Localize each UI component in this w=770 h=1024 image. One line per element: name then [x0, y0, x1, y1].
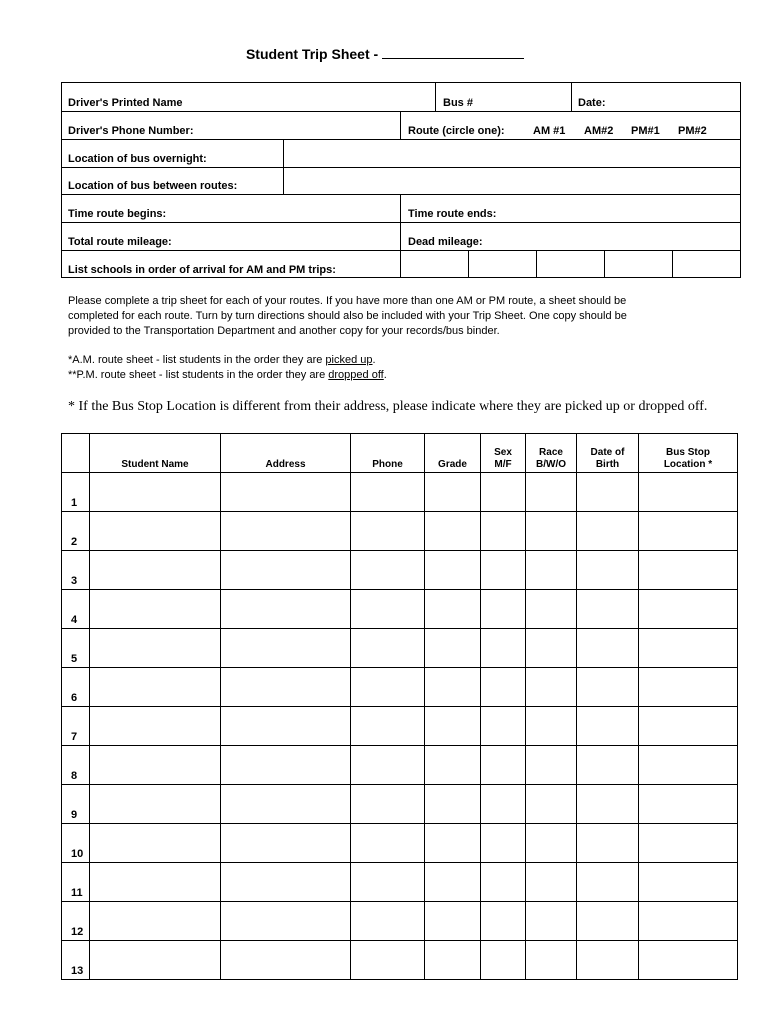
- column-header: Sex M/F: [481, 434, 526, 473]
- table-cell[interactable]: [425, 941, 481, 980]
- table-cell[interactable]: [90, 863, 221, 902]
- table-cell[interactable]: [425, 863, 481, 902]
- table-cell[interactable]: [481, 590, 526, 629]
- table-row: [62, 668, 738, 707]
- row-divider: [62, 139, 740, 140]
- col-divider: [672, 250, 673, 278]
- table-cell[interactable]: [221, 473, 351, 512]
- table-cell[interactable]: [639, 746, 738, 785]
- table-cell[interactable]: [351, 785, 425, 824]
- table-cell[interactable]: [526, 863, 577, 902]
- table-row: [62, 785, 738, 824]
- col-divider: [468, 250, 469, 278]
- table-cell[interactable]: [425, 824, 481, 863]
- table-cell[interactable]: [425, 551, 481, 590]
- table-cell[interactable]: [351, 863, 425, 902]
- table-cell[interactable]: [481, 551, 526, 590]
- table-row: [62, 707, 738, 746]
- col-divider: [571, 83, 572, 111]
- table-cell[interactable]: [526, 707, 577, 746]
- table-cell[interactable]: [221, 629, 351, 668]
- overnight-location-label: Location of bus overnight:: [68, 153, 207, 165]
- row-number: 6: [62, 668, 90, 707]
- col-divider: [536, 250, 537, 278]
- table-cell[interactable]: [481, 824, 526, 863]
- table-body: [62, 473, 738, 980]
- table-cell[interactable]: [639, 668, 738, 707]
- column-header: Address: [221, 434, 351, 473]
- table-cell[interactable]: [425, 785, 481, 824]
- table-cell[interactable]: [90, 668, 221, 707]
- table-cell[interactable]: [526, 473, 577, 512]
- table-cell[interactable]: [526, 629, 577, 668]
- row-divider: [62, 167, 740, 168]
- page-title: [0, 46, 770, 62]
- table-cell[interactable]: [221, 707, 351, 746]
- table-cell[interactable]: [425, 629, 481, 668]
- table-cell[interactable]: [481, 512, 526, 551]
- table-cell[interactable]: [481, 668, 526, 707]
- row-number: 7: [62, 707, 90, 746]
- col-divider: [435, 83, 436, 111]
- table-cell[interactable]: [577, 629, 639, 668]
- table-cell[interactable]: [526, 941, 577, 980]
- table-cell[interactable]: [481, 707, 526, 746]
- row-number: 5: [62, 629, 90, 668]
- column-header: Student Name: [90, 434, 221, 473]
- table-cell[interactable]: [351, 824, 425, 863]
- col-divider: [283, 139, 284, 194]
- row-number: 4: [62, 590, 90, 629]
- table-cell[interactable]: [221, 746, 351, 785]
- table-row: [62, 824, 738, 863]
- col-divider: [400, 194, 401, 278]
- route-option-am2[interactable]: AM#2: [584, 125, 614, 137]
- table-cell[interactable]: [577, 551, 639, 590]
- table-cell[interactable]: [351, 668, 425, 707]
- table-cell[interactable]: [577, 473, 639, 512]
- table-row: [62, 863, 738, 902]
- table-cell[interactable]: [90, 746, 221, 785]
- row-number: 12: [62, 902, 90, 941]
- instructions-line: completed for each route. Turn by turn directions should also be included with your Trip Sheet. One copy should be: [68, 310, 627, 322]
- table-cell[interactable]: [639, 629, 738, 668]
- column-header: Race B/W/O: [526, 434, 577, 473]
- table-cell[interactable]: [639, 473, 738, 512]
- table-cell[interactable]: [351, 941, 425, 980]
- table-row: [62, 902, 738, 941]
- table-cell[interactable]: [90, 473, 221, 512]
- table-cell[interactable]: [90, 707, 221, 746]
- table-cell[interactable]: [425, 512, 481, 551]
- schools-order-label: List schools in order of arrival for AM and PM trips:: [68, 264, 336, 276]
- date-label: Date:: [578, 97, 606, 109]
- table-cell[interactable]: [639, 902, 738, 941]
- table-cell[interactable]: [577, 824, 639, 863]
- table-cell[interactable]: [639, 512, 738, 551]
- col-divider: [604, 250, 605, 278]
- table-cell[interactable]: [351, 512, 425, 551]
- table-cell[interactable]: [526, 785, 577, 824]
- row-number: 1: [62, 473, 90, 512]
- column-header: Bus Stop Location *: [639, 434, 738, 473]
- instructions-line: provided to the Transportation Department and another copy for your records/bus binder.: [68, 325, 500, 337]
- time-begins-label: Time route begins:: [68, 208, 167, 220]
- table-cell[interactable]: [90, 824, 221, 863]
- table-cell[interactable]: [526, 668, 577, 707]
- table-cell[interactable]: [639, 590, 738, 629]
- table-row: [62, 629, 738, 668]
- table-cell[interactable]: [425, 707, 481, 746]
- table-cell[interactable]: [351, 746, 425, 785]
- table-cell[interactable]: [577, 668, 639, 707]
- route-label: Route (circle one):: [408, 125, 505, 137]
- table-cell[interactable]: [526, 512, 577, 551]
- driver-info-box: [61, 82, 741, 278]
- table-cell[interactable]: [351, 707, 425, 746]
- between-routes-location-label: Location of bus between routes:: [68, 180, 238, 192]
- table-cell[interactable]: [481, 863, 526, 902]
- table-cell[interactable]: [481, 941, 526, 980]
- table-row: [62, 941, 738, 980]
- route-option-pm2[interactable]: PM#2: [678, 125, 707, 137]
- page-title-text: Student Trip Sheet -: [245, 46, 379, 62]
- row-number: 2: [62, 512, 90, 551]
- table-cell[interactable]: [221, 785, 351, 824]
- table-cell[interactable]: [425, 668, 481, 707]
- am-route-note: *A.M. route sheet - list students in the order they are picked up.: [68, 354, 376, 366]
- table-cell[interactable]: [577, 902, 639, 941]
- table-cell[interactable]: [481, 473, 526, 512]
- row-number: 10: [62, 824, 90, 863]
- table-cell[interactable]: [639, 824, 738, 863]
- table-cell[interactable]: [577, 707, 639, 746]
- table-cell[interactable]: [639, 551, 738, 590]
- driver-phone-label: Driver's Phone Number:: [68, 125, 194, 137]
- row-divider: [62, 194, 740, 195]
- table-cell[interactable]: [90, 590, 221, 629]
- table-row: [62, 551, 738, 590]
- table-row: [62, 473, 738, 512]
- table-cell[interactable]: [577, 785, 639, 824]
- table-cell[interactable]: [90, 512, 221, 551]
- total-mileage-label: Total route mileage:: [68, 236, 172, 248]
- table-row: [62, 512, 738, 551]
- table-cell[interactable]: [221, 824, 351, 863]
- col-divider: [400, 111, 401, 139]
- table-cell[interactable]: [425, 473, 481, 512]
- row-divider: [62, 250, 740, 251]
- table-cell[interactable]: [221, 512, 351, 551]
- table-cell[interactable]: [425, 590, 481, 629]
- bus-number-label: Bus #: [443, 97, 473, 109]
- bus-stop-note: * If the Bus Stop Location is different from their address, please indicate where they are picked up or dropped off.: [68, 399, 708, 414]
- row-number: 11: [62, 863, 90, 902]
- student-table: [61, 433, 738, 980]
- row-divider: [62, 111, 740, 112]
- table-row: [62, 590, 738, 629]
- table-row: [62, 746, 738, 785]
- table-header-row: [62, 434, 738, 473]
- row-number: 8: [62, 746, 90, 785]
- table-cell[interactable]: [90, 902, 221, 941]
- table-cell[interactable]: [526, 902, 577, 941]
- route-option-am1[interactable]: AM #1: [533, 125, 566, 137]
- table-cell[interactable]: [221, 590, 351, 629]
- table-cell[interactable]: [481, 902, 526, 941]
- column-header: Date of Birth: [577, 434, 639, 473]
- table-cell[interactable]: [351, 629, 425, 668]
- table-cell[interactable]: [639, 941, 738, 980]
- pm-route-note: **P.M. route sheet - list students in the order they are dropped off.: [68, 369, 387, 381]
- table-cell[interactable]: [90, 785, 221, 824]
- table-cell[interactable]: [526, 590, 577, 629]
- table-cell[interactable]: [221, 941, 351, 980]
- column-header: Phone: [351, 434, 425, 473]
- table-cell[interactable]: [481, 629, 526, 668]
- table-cell[interactable]: [351, 902, 425, 941]
- table-cell[interactable]: [90, 629, 221, 668]
- route-option-pm1[interactable]: PM#1: [631, 125, 660, 137]
- table-cell[interactable]: [425, 746, 481, 785]
- time-ends-label: Time route ends:: [408, 208, 497, 220]
- table-cell[interactable]: [577, 746, 639, 785]
- table-cell[interactable]: [221, 863, 351, 902]
- table-cell[interactable]: [221, 551, 351, 590]
- table-cell[interactable]: [90, 941, 221, 980]
- table-cell[interactable]: [526, 551, 577, 590]
- instructions-paragraph: [68, 294, 728, 339]
- title-blank-line[interactable]: [382, 46, 524, 59]
- table-cell[interactable]: [526, 824, 577, 863]
- table-cell[interactable]: [577, 512, 639, 551]
- driver-name-label: Driver's Printed Name: [68, 97, 183, 109]
- row-number: 3: [62, 551, 90, 590]
- table-cell[interactable]: [577, 863, 639, 902]
- table-cell[interactable]: [577, 941, 639, 980]
- table-cell[interactable]: [351, 473, 425, 512]
- table-cell[interactable]: [639, 707, 738, 746]
- dead-mileage-label: Dead mileage:: [408, 236, 483, 248]
- table-cell[interactable]: [351, 590, 425, 629]
- table-cell[interactable]: [351, 551, 425, 590]
- table-cell[interactable]: [425, 902, 481, 941]
- instructions-line: Please complete a trip sheet for each of your routes. If you have more than one AM or PM route, a sheet should be: [68, 295, 627, 307]
- table-cell[interactable]: [639, 863, 738, 902]
- row-number: 9: [62, 785, 90, 824]
- table-cell[interactable]: [577, 590, 639, 629]
- row-divider: [62, 222, 740, 223]
- table-cell[interactable]: [481, 785, 526, 824]
- table-cell[interactable]: [526, 746, 577, 785]
- row-number: 13: [62, 941, 90, 980]
- table-cell[interactable]: [90, 551, 221, 590]
- table-cell[interactable]: [639, 785, 738, 824]
- table-cell[interactable]: [221, 902, 351, 941]
- route-sheet-notes: [68, 353, 728, 383]
- column-header: [62, 434, 90, 473]
- column-header: Grade: [425, 434, 481, 473]
- table-cell[interactable]: [221, 668, 351, 707]
- table-cell[interactable]: [481, 746, 526, 785]
